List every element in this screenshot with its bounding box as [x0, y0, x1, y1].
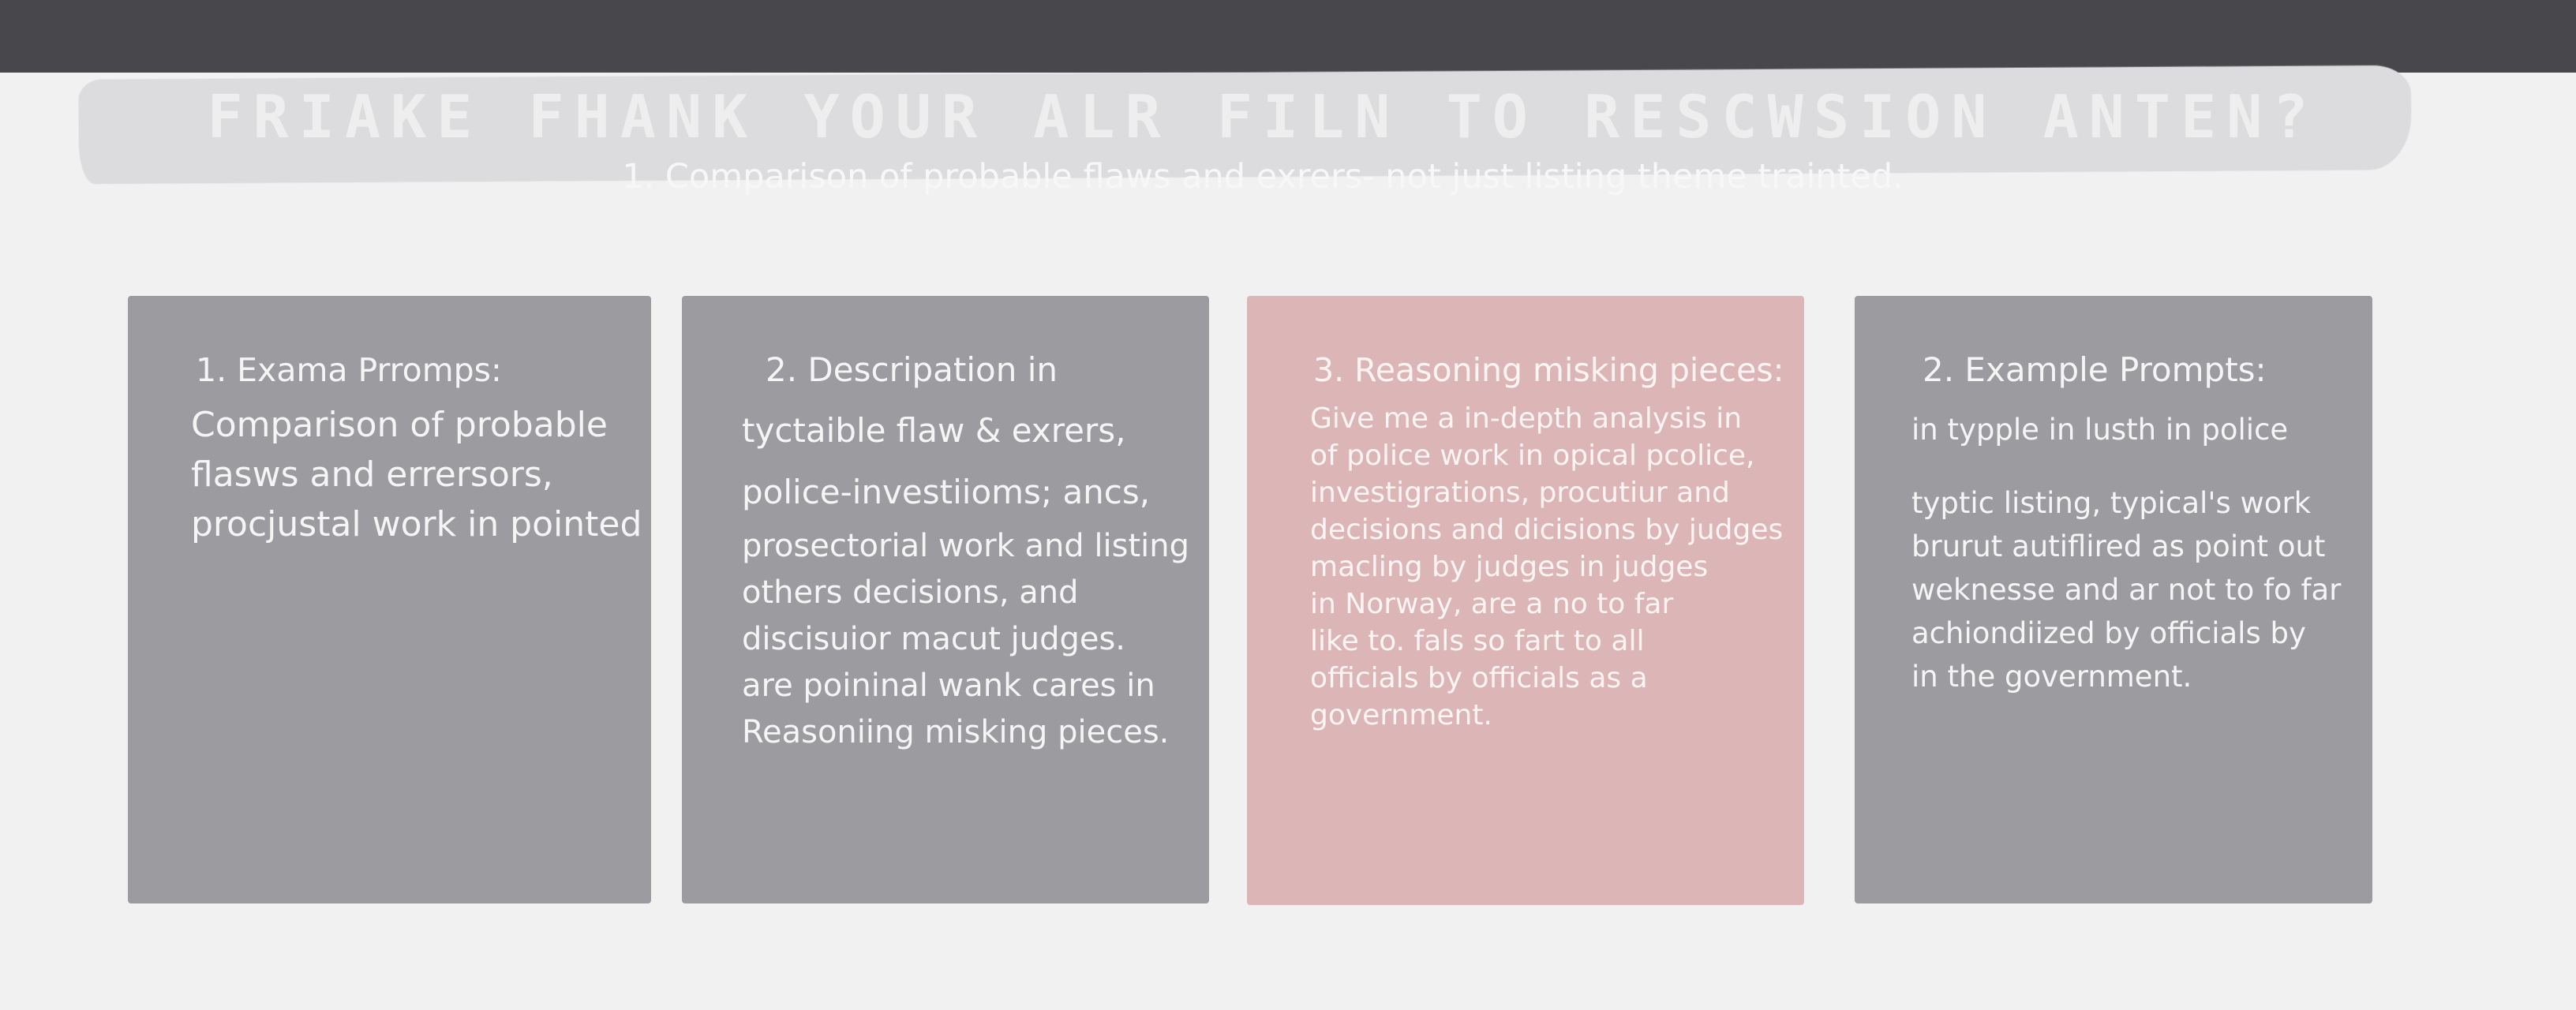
card-line: like to. fals so fart to all: [1310, 625, 1645, 657]
card-body: [1911, 408, 2341, 698]
page-subtitle: 1. Comparison of probable flaws and exrers- not just listing theme trainted.: [622, 157, 1904, 196]
card-body: [191, 400, 642, 549]
card-line: prosectorial work and listing: [742, 528, 1190, 564]
card-exama-prromps: [128, 296, 651, 903]
card-line: in the government.: [1911, 660, 2192, 694]
card-line: police-investiioms; ancs,: [742, 473, 1151, 511]
card-line: of police work in opical pcolice,: [1310, 440, 1755, 472]
card-body: [742, 400, 1189, 756]
card-line: in typple in lusth in police: [1911, 413, 2289, 447]
card-example-prompts: [1855, 296, 2372, 903]
card-title: 1. Exama Prromps:: [196, 351, 502, 389]
card-line: typtic listing, typical's work: [1911, 486, 2312, 520]
card-descripation: [682, 296, 1209, 903]
card-line: discisuior macut judges.: [742, 621, 1126, 657]
card-line: government.: [1310, 699, 1492, 731]
card-line: investigrations, procutiur and: [1310, 477, 1730, 509]
card-line: procjustal work in pointed: [191, 504, 642, 544]
card-line: others decisions, and: [742, 574, 1079, 611]
card-title: 2. Example Prompts:: [1923, 350, 2267, 389]
page-title: FRIAKE FHANK YOUR ALR FILN TO RESCWSION ANTEN?: [207, 82, 2319, 152]
card-line: officials by officials as a: [1310, 662, 1648, 694]
card-line: decisions and dicisions by judges: [1310, 514, 1784, 546]
card-line: Give me a in-depth analysis in: [1310, 402, 1743, 435]
card-line: achiondiized by officials by: [1911, 616, 2306, 650]
card-line: macling by judges in judges: [1310, 551, 1709, 583]
card-line: flasws and errersors,: [191, 454, 553, 495]
card-title: 2. Descripation in: [766, 350, 1058, 389]
top-bar: [0, 0, 2576, 73]
card-line: are poininal wank cares in: [742, 668, 1155, 704]
card-line: Reasoniing misking pieces.: [742, 714, 1170, 750]
card-line: in Norway, are a no to far: [1310, 588, 1674, 620]
card-line: tyctaible flaw & exrers,: [742, 411, 1126, 450]
card-reasoning-misking-pieces: [1247, 296, 1804, 905]
card-body: [1310, 400, 1783, 734]
card-line: weknesse and ar not to fo far: [1911, 573, 2342, 607]
card-line: Comparison of probable: [191, 405, 608, 445]
card-line: brurut autiflired as point out: [1911, 529, 2326, 563]
card-title: 3. Reasoning misking pieces:: [1313, 351, 1784, 389]
